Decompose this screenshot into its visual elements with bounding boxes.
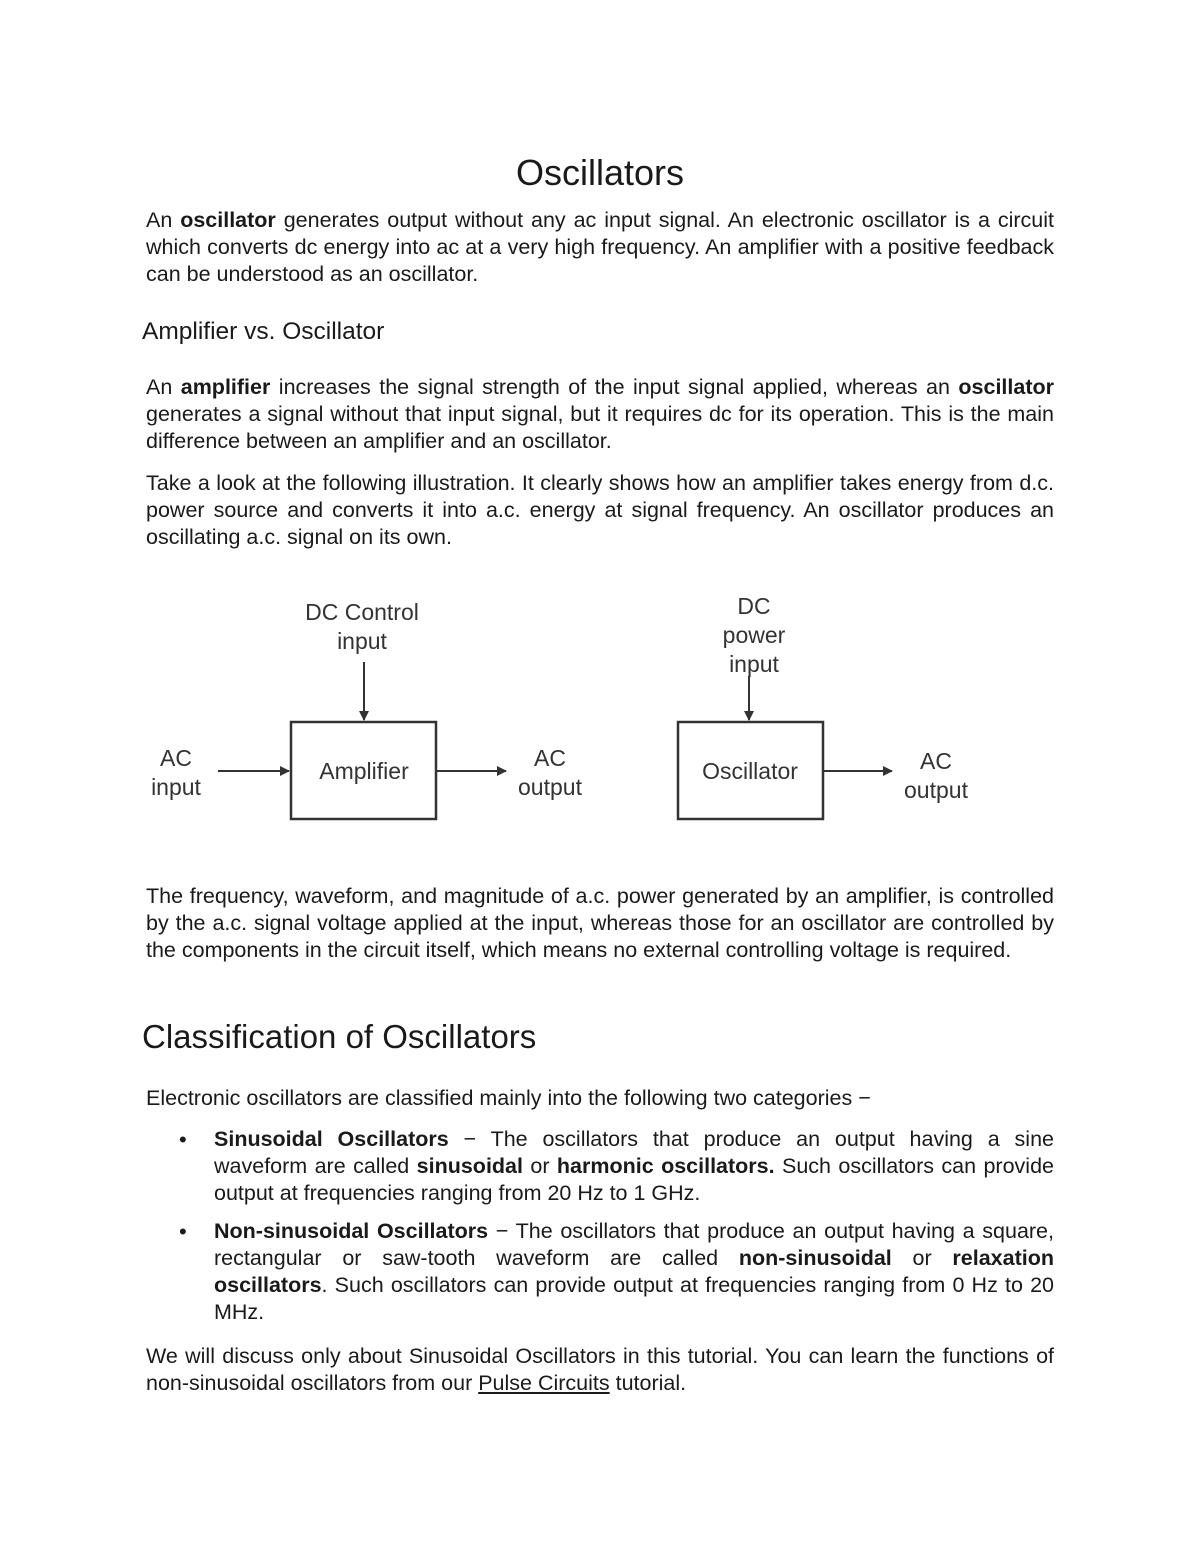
closing-paragraph xyxy=(146,1343,1054,1397)
classification-list xyxy=(146,1126,1054,1337)
bold-term: relaxation oscillators xyxy=(214,1246,1054,1297)
list-text: . Such oscillators can provide output at frequencies ranging from 0 Hz to 20 MHz. xyxy=(214,1273,1054,1324)
bullet-icon: • xyxy=(179,1219,187,1244)
list-text: or xyxy=(891,1246,953,1270)
pulse-circuits-link[interactable]: Pulse Circuits xyxy=(478,1371,610,1395)
section-heading-classification: Classification of Oscillators xyxy=(142,1018,537,1055)
para-text: increases the signal strength of the input signal applied, whereas an xyxy=(270,375,959,399)
osc-output-label-line2: output xyxy=(904,777,968,803)
bold-term-amplifier: amplifier xyxy=(180,375,271,399)
list-item-non-sinusoidal xyxy=(146,1218,1054,1326)
osc-power-label-line3: input xyxy=(729,651,779,677)
classification-lead: Electronic oscillators are classified mainly into the following two categories − xyxy=(146,1086,871,1110)
bold-term: sinusoidal xyxy=(416,1154,523,1178)
frequency-control-paragraph: The frequency, waveform, and magnitude of a.c. power generated by an amplifier, is controlled by the a.c. signal voltage applied at the input, whereas those for an oscillator are controlled by the components in the circuit itself, which means no external controlling voltage is required. xyxy=(146,884,1054,962)
list-text: or xyxy=(522,1154,557,1178)
osc-output-label-line1: AC xyxy=(920,748,952,774)
list-item-sinusoidal xyxy=(146,1126,1054,1207)
illustration-intro-paragraph: Take a look at the following illustration. It clearly shows how an amplifier takes energy from d.c. power source and converts it into a.c. energy at signal frequency. An oscillator produces an oscillating a.c. signal on its own. xyxy=(146,471,1054,549)
intro-paragraph xyxy=(146,207,1054,288)
amp-output-label-line2: output xyxy=(518,774,582,800)
osc-power-label-line2: power xyxy=(722,622,786,648)
osc-power-label-line1: DC xyxy=(737,593,771,619)
para-text: generates a signal without that input signal, but it requires dc for its operation. This is the main difference between an amplifier and an oscillator. xyxy=(146,402,1054,453)
section-heading-amp-vs-osc: Amplifier vs. Oscillator xyxy=(142,318,385,345)
bold-term: Non-sinusoidal Oscillators xyxy=(214,1219,489,1243)
bold-term: non-sinusoidal xyxy=(738,1246,892,1270)
intro-text: An xyxy=(146,208,181,232)
amp-vs-osc-paragraph xyxy=(146,374,1054,455)
list-text: − The oscillators that produce an output having a sine waveform are called xyxy=(214,1127,1054,1178)
closing-text: tutorial. xyxy=(609,1371,687,1395)
intro-text-continued: generates output without any ac input signal. An electronic oscillator is a circuit which converts dc energy into ac at a very high frequency. An amplifier with a positive feedback can be understood as an oscillator. xyxy=(146,208,1054,286)
amp-control-label-line1: DC Control xyxy=(305,599,419,625)
bold-term-oscillator: oscillator xyxy=(958,375,1054,399)
intro-bold-term: oscillator xyxy=(180,208,276,232)
page-title: Oscillators xyxy=(515,152,685,193)
amp-output-label-line1: AC xyxy=(534,745,566,771)
bold-term: harmonic oscillators. xyxy=(556,1154,775,1178)
oscillator-box-label: Oscillator xyxy=(702,758,798,784)
amp-input-label-line1: AC xyxy=(160,745,192,771)
closing-text: We will discuss only about Sinusoidal Oscillators in this tutorial. You can learn the functions of non-sinusoidal oscillators from our xyxy=(146,1344,1054,1395)
amplifier-oscillator-diagram xyxy=(0,580,1200,840)
bullet-icon: • xyxy=(179,1127,187,1152)
amp-control-label-line2: input xyxy=(337,628,387,654)
bold-term: Sinusoidal Oscillators xyxy=(214,1127,449,1151)
amplifier-box-label: Amplifier xyxy=(319,758,409,784)
para-text: An xyxy=(146,375,181,399)
list-text: − The oscillators that produce an output having a square, rectangular or saw-tooth waveform are called xyxy=(214,1219,1054,1270)
amp-input-label-line2: input xyxy=(151,774,201,800)
list-text: Such oscillators can provide output at frequencies ranging from 20 Hz to 1 GHz. xyxy=(214,1154,1054,1205)
